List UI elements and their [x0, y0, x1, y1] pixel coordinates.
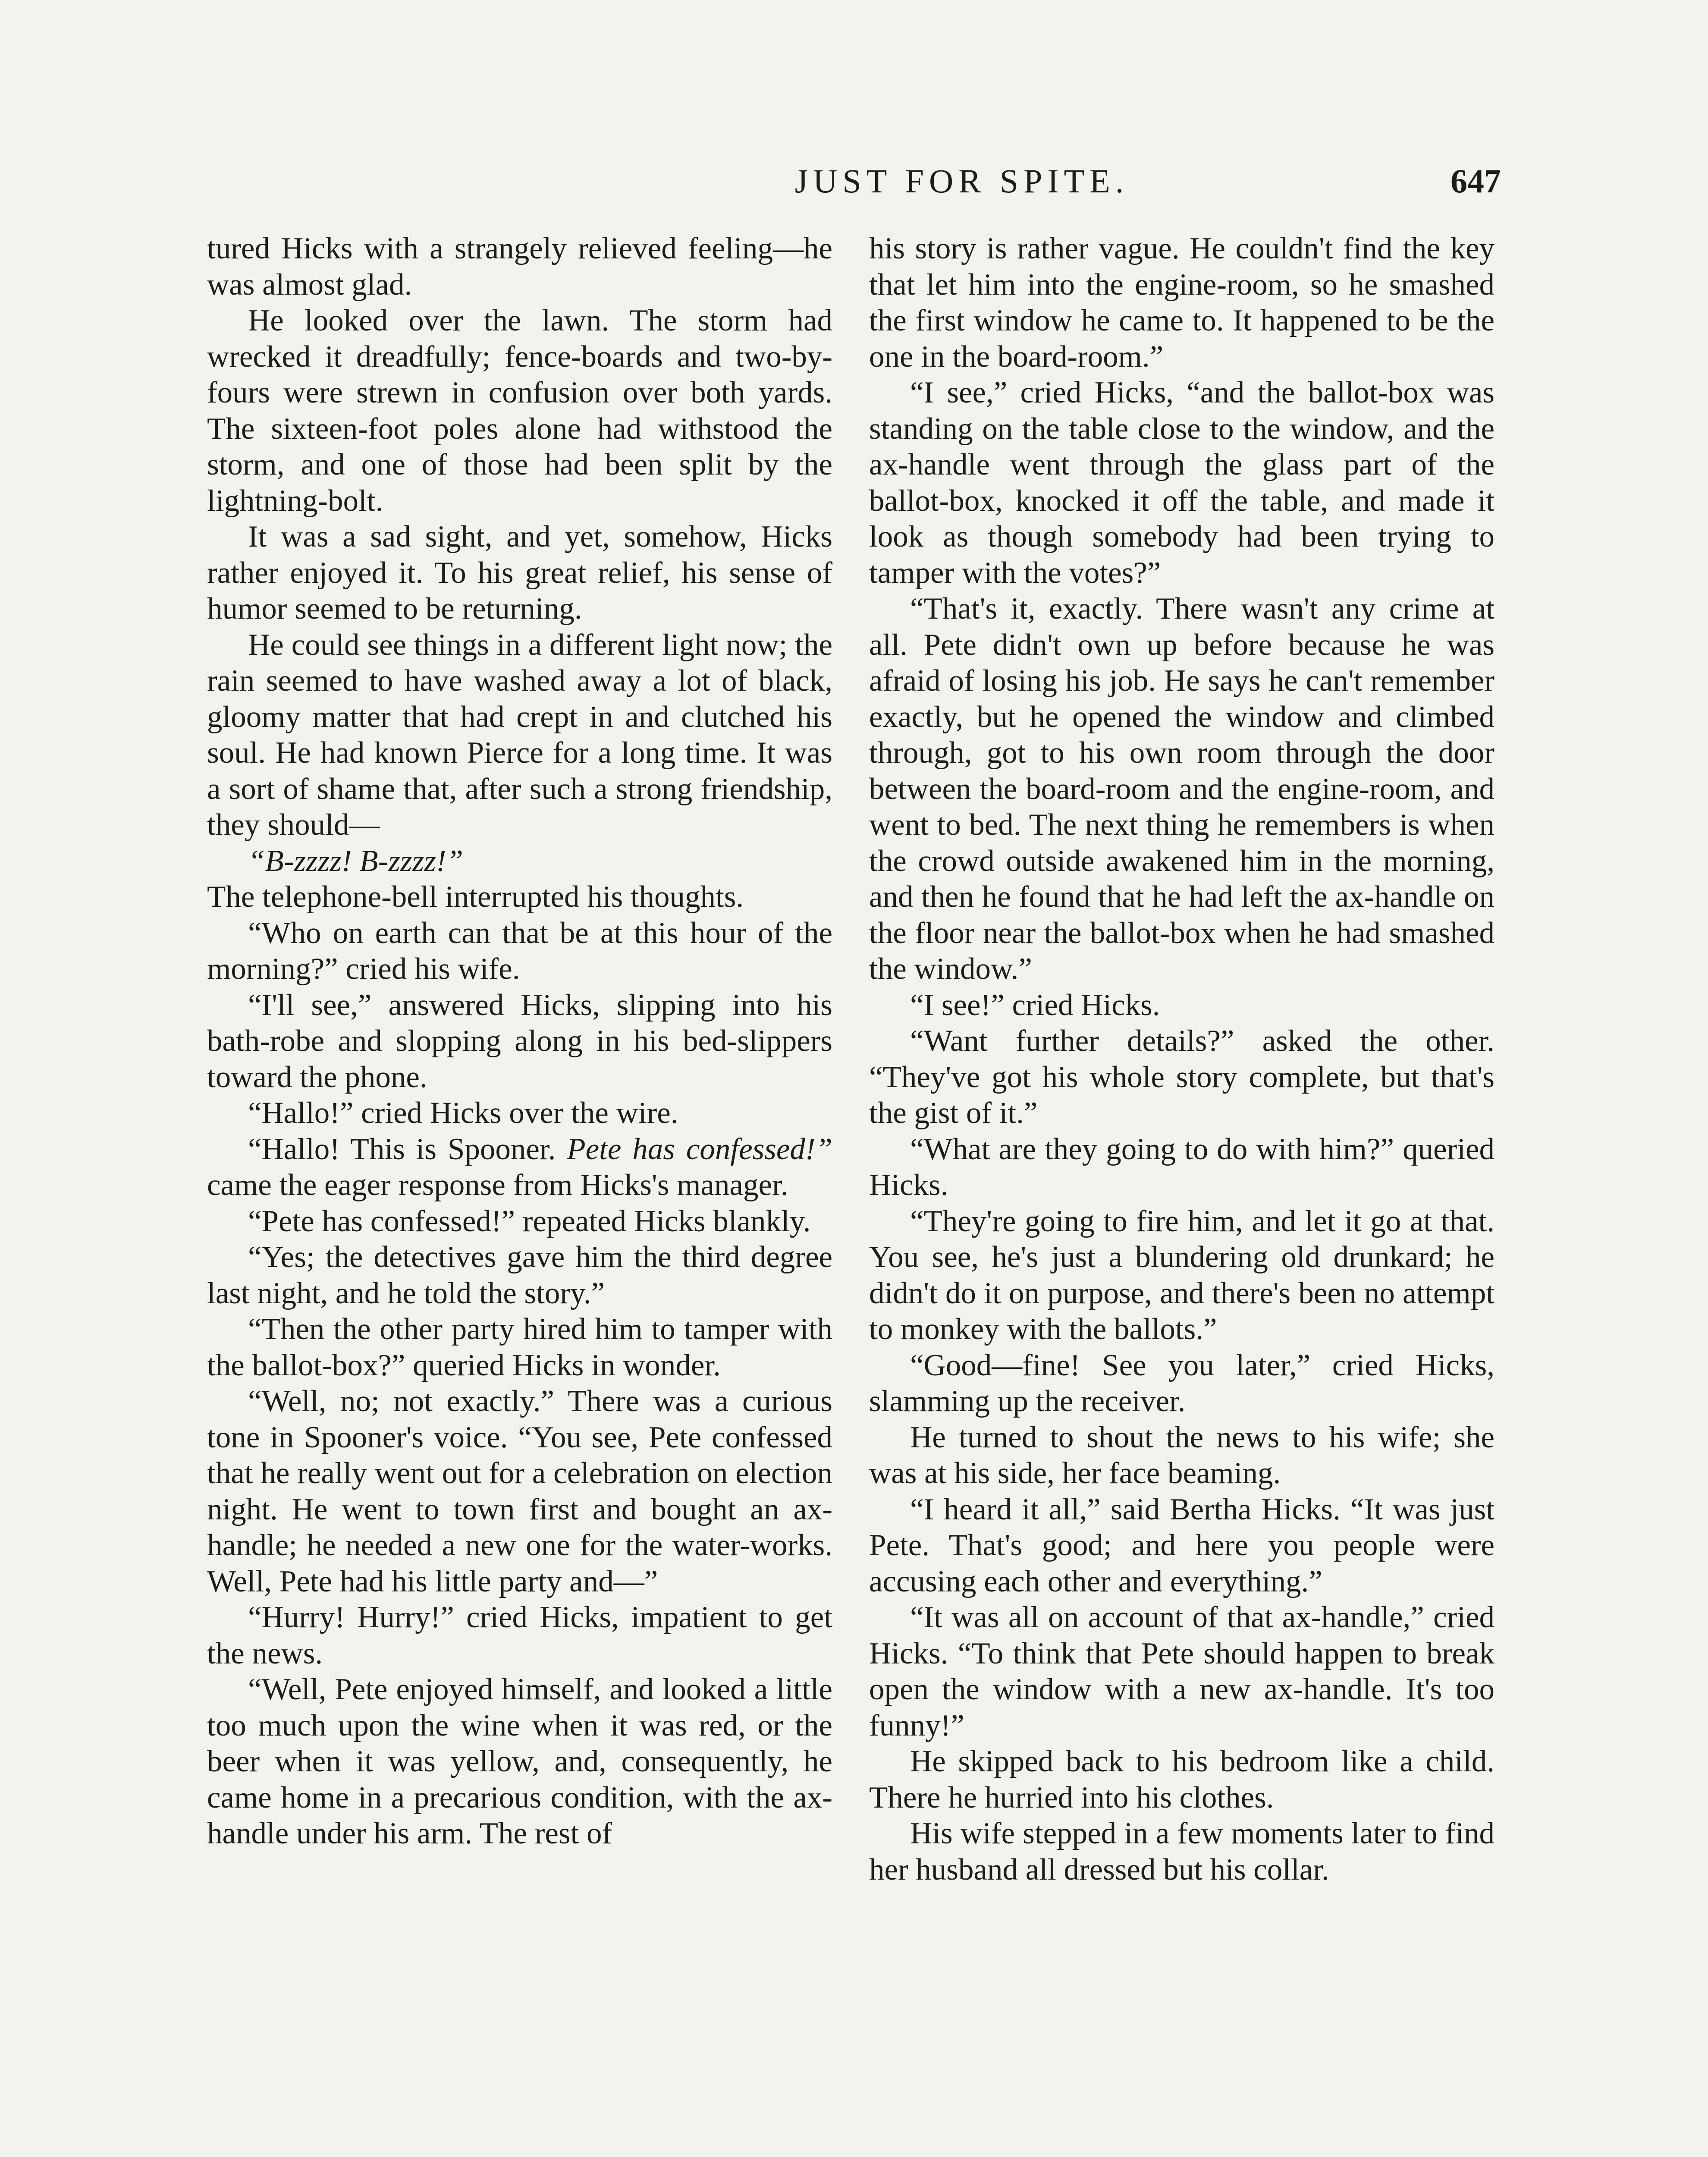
paragraph: “I see!” cried Hicks.: [910, 988, 1160, 1022]
paragraph: It was a sad sight, and yet, somehow, Hicks rather enjoyed it. To his great relief, his sense of humor seemed to be returning.: [207, 520, 832, 626]
paragraph-italic-text: Pete has confessed!”: [567, 1132, 832, 1166]
paragraph: “That's it, exactly. There wasn't any crime at all. Pete didn't own up before because he was afraid of losing his job. He says he can't remember exactly, but he opened the window and climbed through, got to his own room through the door between the board-room and the engine-room, and went to bed. The next thing he remembers is when the crowd outside awakened him in the morning, and then he found that he had left the ax-handle on the floor near the ballot-box when he had smashed the window.”: [869, 592, 1494, 986]
paragraph: He turned to shout the news to his wife; she was at his side, her face beaming.: [869, 1420, 1494, 1490]
left-column: [207, 231, 832, 1852]
paragraph-text: came the eager response from Hicks's manager.: [207, 1168, 788, 1202]
paragraph: “Yes; the detectives gave him the third degree last night, and he told the story.”: [207, 1240, 832, 1310]
paragraph: He skipped back to his bedroom like a child. There he hurried into his clothes.: [869, 1745, 1494, 1814]
paragraph: “It was all on account of that ax-handle,” cried Hicks. “To think that Pete should happen to break open the window with a new ax-handle. It's too funny!”: [869, 1600, 1494, 1742]
paragraph-text: “Hallo! This is Spooner.: [248, 1132, 567, 1166]
page-number: 647: [1451, 162, 1501, 200]
paragraph: tured Hicks with a strangely relieved feeling—he was almost glad.: [207, 232, 832, 302]
paragraph: “Pete has confessed!” repeated Hicks blankly.: [248, 1204, 811, 1238]
right-column: [869, 231, 1494, 1888]
paragraph: “Hallo!” cried Hicks over the wire.: [248, 1096, 678, 1130]
paragraph: “What are they going to do with him?” queried Hicks.: [869, 1132, 1494, 1202]
paragraph: “Well, no; not exactly.” There was a curious tone in Spooner's voice. “You see, Pete confessed that he really went out for a celebration on election night. He went to town first and bought an ax-handle; he needed a new one for the water-works. Well, Pete had his little party and—”: [207, 1384, 832, 1598]
paragraph: “I heard it all,” said Bertha Hicks. “It was just Pete. That's good; and here you people were accusing each other and everything.”: [869, 1492, 1494, 1598]
paragraph: “Then the other party hired him to tamper with the ballot-box?” queried Hicks in wonder.: [207, 1312, 832, 1382]
running-title: JUST FOR SPITE.: [794, 162, 1129, 200]
paragraph: The telephone-bell interrupted his thoughts.: [207, 880, 744, 914]
paragraph: his story is rather vague. He couldn't find the key that let him into the engine-room, so he smashed the first window he came to. It happened to be the one in the board-room.”: [869, 232, 1494, 374]
paragraph: “They're going to fire him, and let it go at that. You see, he's just a blundering old drunkard; he didn't do it on purpose, and there's been no attempt to monkey with the ballots.”: [869, 1204, 1494, 1346]
page-header: [207, 157, 1501, 205]
paragraph: “Who on earth can that be at this hour of the morning?” cried his wife.: [207, 916, 832, 986]
paragraph: “Well, Pete enjoyed himself, and looked a little too much upon the wine when it was red, or the beer when it was yellow, and, consequently, he came home in a precarious condition, with the ax-handle under his arm. The rest of: [207, 1673, 832, 1850]
paragraph: [207, 1132, 832, 1204]
paragraph: [207, 843, 832, 880]
paragraph: “I see,” cried Hicks, “and the ballot-box was standing on the table close to the window, and the ax-handle went through the glass part of the ballot-box, knocked it off the table, and made it look as though somebody had been trying to tamper with the votes?”: [869, 376, 1494, 590]
paragraph: “Good—fine! See you later,” cried Hicks, slamming up the receiver.: [869, 1348, 1494, 1418]
paragraph: “Want further details?” asked the other. “They've got his whole story complete, but that's the gist of it.”: [869, 1024, 1494, 1130]
phone-ring-text: “B-zzzz! B-zzzz!”: [248, 844, 464, 878]
paragraph: He looked over the lawn. The storm had wrecked it dreadfully; fence-boards and two-by-fours were strewn in confusion over both yards. The sixteen-foot poles alone had withstood the storm, and one of those had been split by the lightning-bolt.: [207, 304, 832, 518]
paragraph: His wife stepped in a few moments later to find her husband all dressed but his collar.: [869, 1817, 1494, 1887]
paragraph: He could see things in a different light now; the rain seemed to have washed away a lot of black, gloomy matter that had crept in and clutched his soul. He had known Pierce for a long time. It was a sort of shame that, after such a strong friendship, they should—: [207, 628, 832, 842]
paragraph: “Hurry! Hurry!” cried Hicks, impatient to get the news.: [207, 1600, 832, 1670]
paragraph: “I'll see,” answered Hicks, slipping into his bath-robe and slopping along in his bed-slippers toward the phone.: [207, 988, 832, 1094]
